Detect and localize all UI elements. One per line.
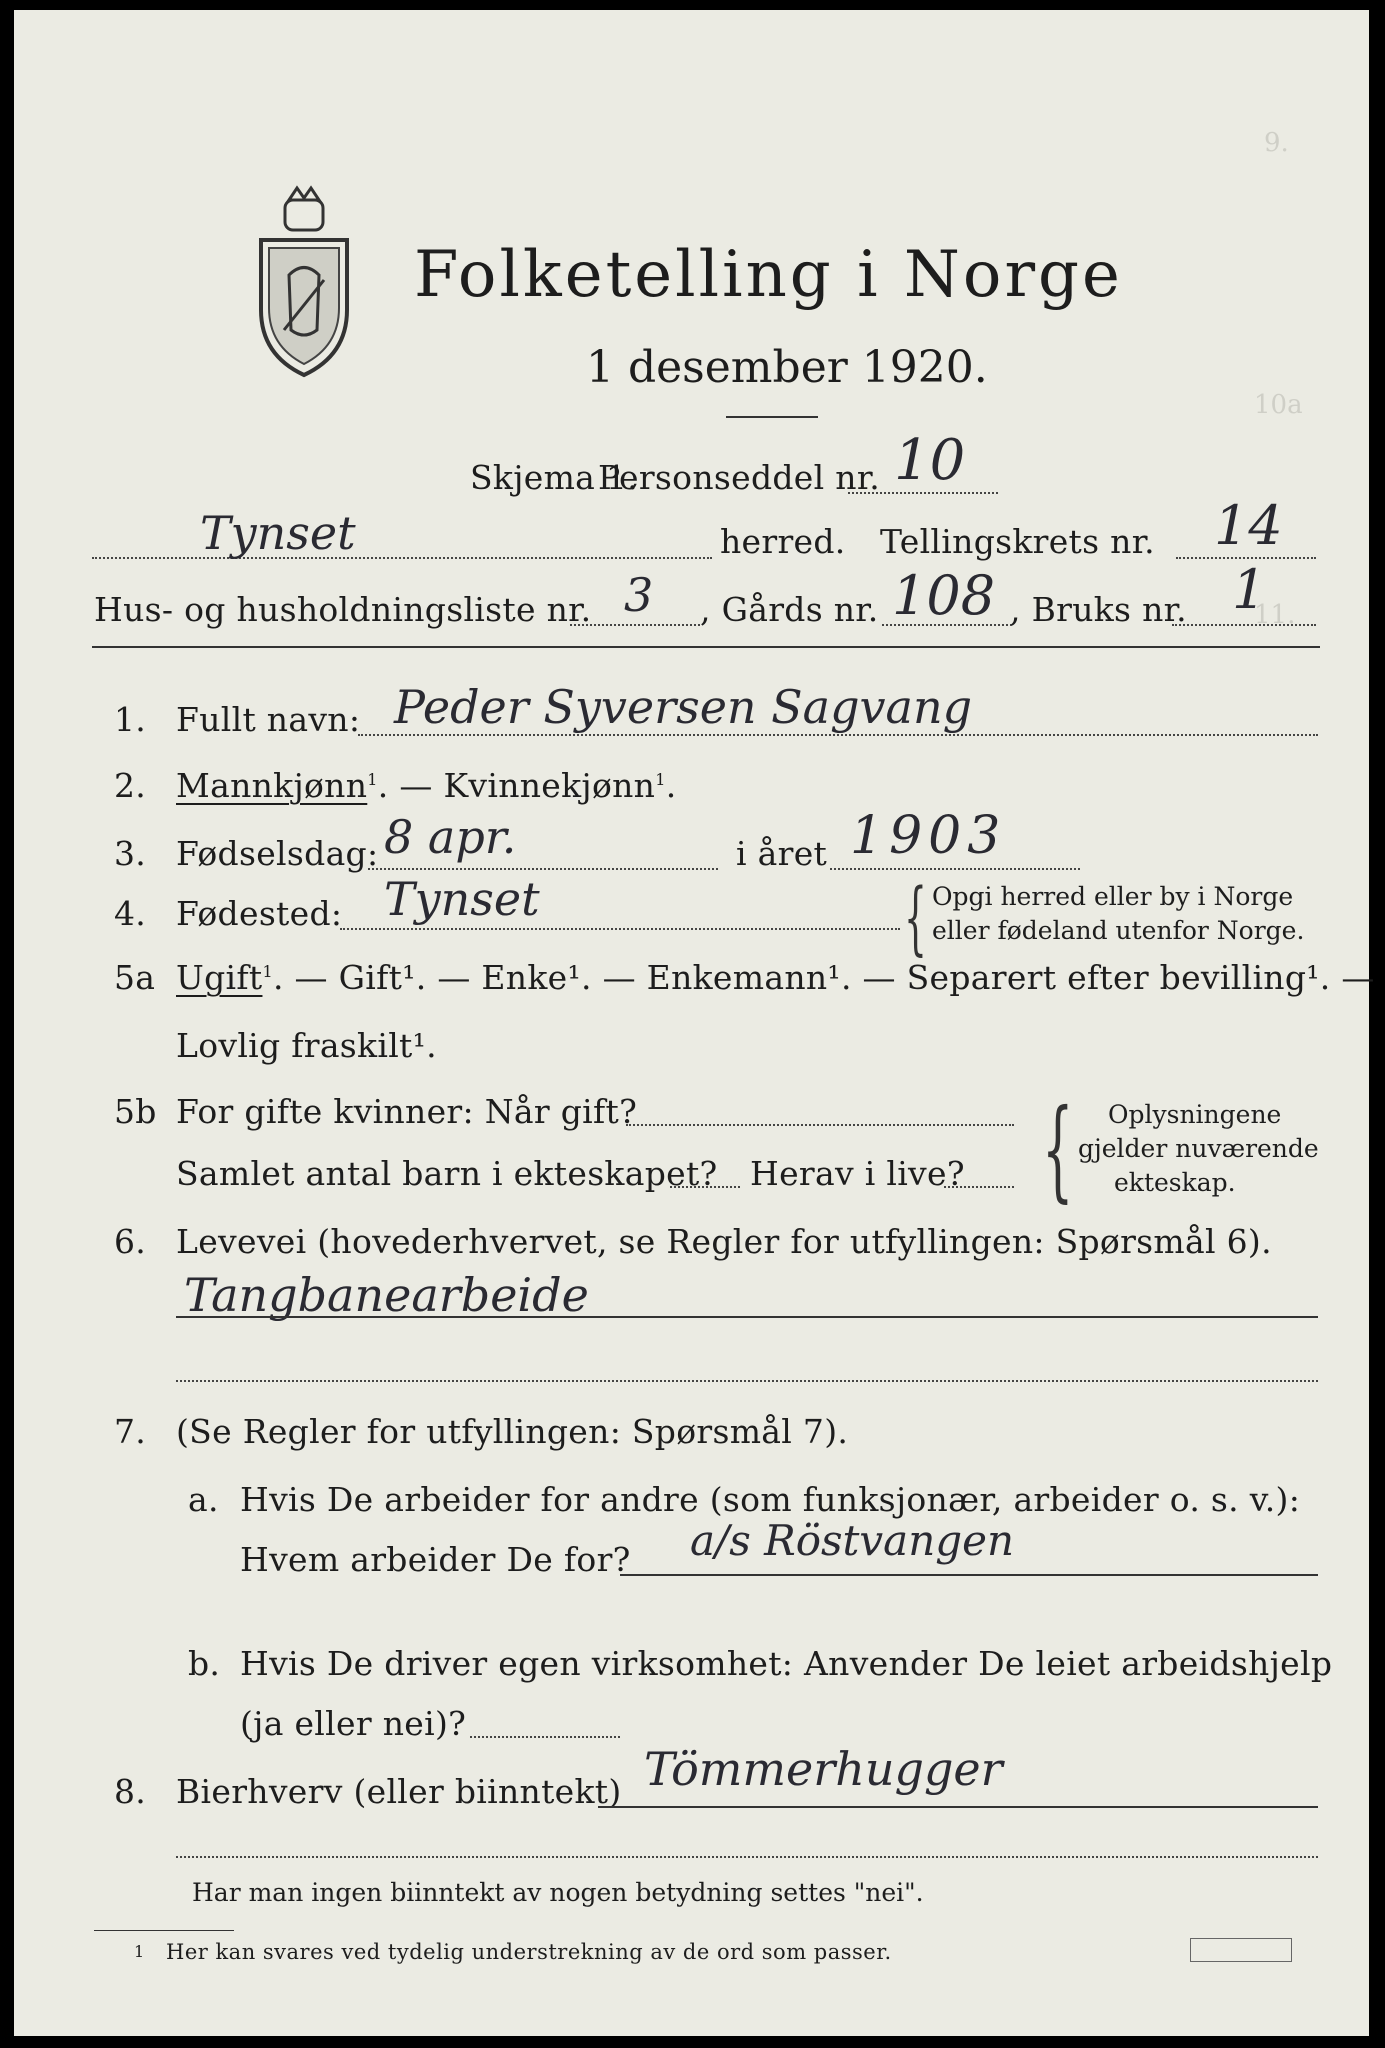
q7b-line (470, 1736, 620, 1738)
census-form (14, 10, 1375, 2036)
q7a-line1: Hvis De arbeider for andre (som funksjonær, arbeider o. s. v.): (240, 1480, 1301, 1519)
q4-brace: { (904, 871, 927, 964)
q8-label: Bierhverv (eller biinntekt) (176, 1772, 622, 1811)
form-title: Folketelling i Norge (414, 238, 1123, 312)
q8-value: Tömmerhugger (644, 1742, 1003, 1796)
bruks-value: 1 (1232, 558, 1267, 621)
q4-note-line2: eller fødeland utenfor Norge. (932, 916, 1305, 945)
q1-label: Fullt navn: (176, 700, 361, 739)
footer-note: Har man ingen biinntekt av nogen betydning settes "nei". (192, 1878, 924, 1907)
printer-stamp (1190, 1938, 1292, 1962)
q3-year-value: 1903 (850, 806, 1007, 866)
q5b-note-line2: gjelder nuværende (1078, 1134, 1319, 1163)
q4-value: Tynset (384, 872, 540, 926)
q7a-line2: Hvem arbeider De for? (240, 1540, 631, 1579)
q7b-line1: Hvis De driver egen virksomhet: Anvender De leiet arbeidshjelp (240, 1644, 1333, 1683)
q5b-married-line (626, 1124, 1014, 1126)
q3-number: 3. (114, 834, 147, 873)
q5b-alive-label: Herav i live? (750, 1154, 965, 1193)
q2-number: 2. (114, 766, 147, 805)
q5b-note-line1: Oplysningene (1108, 1100, 1282, 1129)
bleed-through-text: 11. (1254, 600, 1296, 630)
herred-value: Tynset (200, 506, 356, 560)
q4-note-line1: Opgi herred eller by i Norge (932, 882, 1294, 911)
q5b-children-line (670, 1186, 740, 1188)
q2-sex-options: Mannkjønn$^1$. — Kvinnekjønn$^1$. (176, 766, 677, 805)
q5b-line1: For gifte kvinner: Når gift? (176, 1092, 638, 1131)
q5b-number: 5b (114, 1092, 157, 1131)
q7-number: 7. (114, 1412, 147, 1451)
q6-value: Tangbanearbeide (184, 1268, 589, 1322)
q6-line1 (176, 1316, 1318, 1318)
schema-label: Skjema 1. (470, 458, 639, 497)
q5a-ugift-option: Ugift (176, 958, 263, 997)
bleed-through-text: 9. (1264, 128, 1289, 158)
q6-number: 6. (114, 1222, 147, 1261)
q5b-brace: { (1042, 1085, 1074, 1213)
q6-label: Levevei (hovederhvervet, se Regler for utfyllingen: Spørsmål 6). (176, 1222, 1272, 1261)
q3-label: Fødselsdag: (176, 834, 379, 873)
q5a-line2: Lovlig fraskilt¹. (176, 1026, 437, 1065)
bruks-label: , Bruks nr. (1010, 590, 1187, 629)
personseddel-value: 10 (894, 428, 966, 493)
q7a-value: a/s Röstvangen (690, 1516, 1015, 1565)
q6-line2 (176, 1380, 1318, 1382)
census-date: 1 desember 1920. (586, 342, 988, 393)
header-divider (92, 646, 1320, 648)
q3-value: 8 apr. (384, 810, 517, 864)
q7-label: (Se Regler for utfyllingen: Spørsmål 7). (176, 1412, 849, 1451)
title-divider (726, 416, 818, 418)
coat-of-arms-icon (249, 180, 359, 380)
q8-line2 (176, 1856, 1318, 1858)
q3-year-line (830, 868, 1080, 870)
q2-male-option: Mannkjønn (176, 766, 368, 805)
q1-value: Peder Syversen Sagvang (394, 680, 973, 734)
q1-line (358, 734, 1318, 736)
q7a-number: a. (188, 1480, 219, 1519)
q7b-number: b. (188, 1644, 221, 1683)
q5b-alive-line (944, 1186, 1014, 1188)
tellingskrets-label: Tellingskrets nr. (880, 522, 1155, 561)
footnote-mark: 1 (134, 1942, 145, 1961)
footnote-text: Her kan svares ved tydelig understrekning av de ord som passer. (166, 1940, 892, 1964)
tellingskrets-value: 14 (1214, 494, 1283, 557)
q3-year-label: i året (736, 834, 828, 873)
q4-label: Fødested: (176, 894, 343, 933)
herred-line (92, 557, 712, 559)
hus-line (570, 624, 700, 626)
q4-number: 4. (114, 894, 147, 933)
q7a-line (620, 1574, 1318, 1576)
bleed-through-text: 10a (1254, 390, 1303, 420)
q5a-number: 5a (114, 958, 156, 997)
q5b-children-label: Samlet antal barn i ekteskapet? (176, 1154, 718, 1193)
q8-line (598, 1806, 1318, 1808)
gards-value: 108 (892, 564, 996, 627)
q1-number: 1. (114, 700, 147, 739)
herred-label: herred. (720, 522, 846, 561)
bruks-line (1172, 624, 1316, 626)
q7b-line2: (ja eller nei)? (240, 1704, 467, 1743)
personseddel-label: Personseddel nr. (598, 458, 881, 497)
q5b-note-line3: ekteskap. (1114, 1168, 1236, 1197)
q2-female-option: Kvinnekjønn (443, 766, 656, 805)
hus-value: 3 (624, 568, 654, 622)
q8-number: 8. (114, 1772, 147, 1811)
q4-line (340, 928, 900, 930)
gards-label: , Gårds nr. (700, 590, 879, 629)
q5a-line1: Ugift$^1$. — Gift¹. — Enke¹. — Enkemann¹. — Separert efter bevilling¹. — (176, 958, 1375, 997)
footnote-rule (94, 1930, 234, 1931)
q3-line (368, 868, 718, 870)
hus-label: Hus- og husholdningsliste nr. (94, 590, 592, 629)
